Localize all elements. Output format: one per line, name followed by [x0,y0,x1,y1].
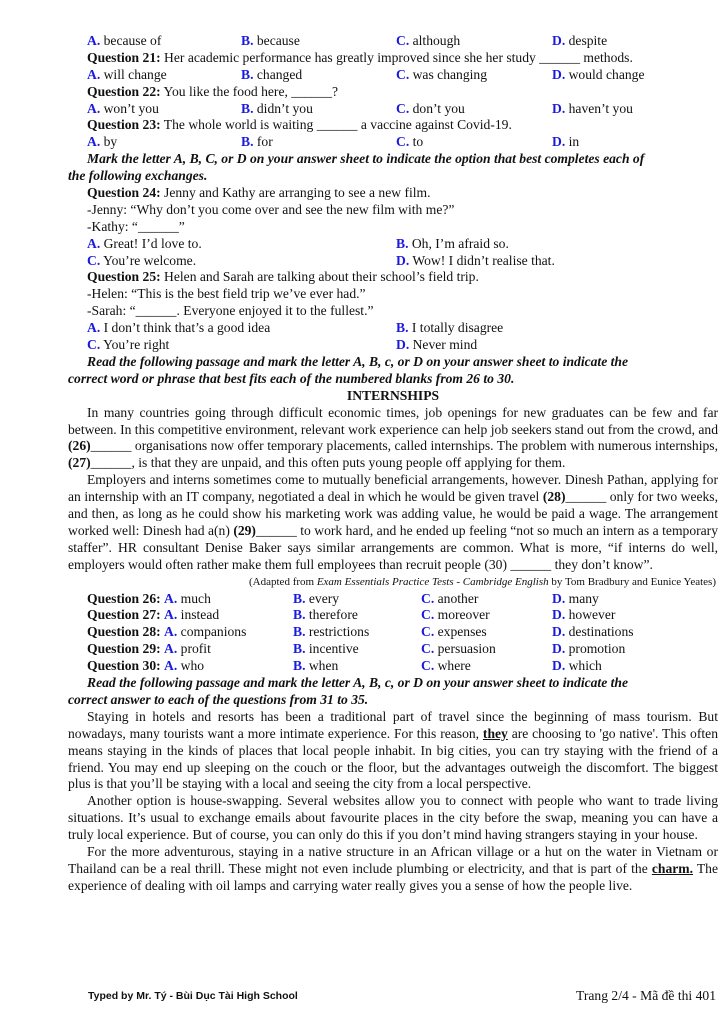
option-a: A. won’t you [87,100,159,116]
option-b: B. incentive [293,641,359,657]
q21-options [68,67,718,84]
footer-page-number: Trang 2/4 - Mã đề thi 401 [576,988,716,1003]
q24-options-row2 [68,253,718,270]
instruction-cloze-line1: Read the following passage and mark the letter A, B, c, or D on your answer sheet to indicate the [87,353,629,369]
option-c: C. expenses [421,624,487,640]
cloze-question-row [68,624,718,641]
option-d: D. Never mind [396,337,478,353]
option-c: C. to [396,134,424,150]
blank-29: (29) [233,522,256,538]
option-a: A. Great! I’d love to. [87,235,202,251]
option-a: Question 29: A. profit [87,641,211,657]
footer-typist: Typed by Mr. Tý - Bùi Dục Tài High School [88,990,298,1002]
q25-options-row2 [68,337,718,354]
cloze-question-row [68,658,718,675]
blank-26: (26) [68,438,91,454]
option-d: D. many [552,590,599,606]
q25-options-row1 [68,320,718,337]
option-d: D. which [552,658,602,674]
option-b: B. every [293,590,340,606]
q24-dialog-kathy: -Kathy: “______” [87,218,185,234]
passage2-paragraph3: For the more adventurous, staying in a native structure in an African village or a hut on the water in Vietnam or Thailand can be a real thrill. These might not even include plumbing or electricity, and that is part of the charm. The experience of dealing with oil lamps and carrying water really gives you a sense of how the people live. [68,844,718,893]
option-b: B. didn’t you [241,100,313,116]
option-a: Question 26: A. much [87,590,211,606]
option-d: D. however [552,607,616,623]
question-23: Question 23: The whole world is waiting ______ a vaccine against Covid-19. [87,117,512,133]
passage-source: (Adapted from Exam Essentials Practice Tests - Cambridge English by Tom Bradbury and Eunice Yeates) [249,575,716,588]
option-a: A. by [87,134,118,150]
passage2-paragraph1: Staying in hotels and resorts has been a traditional part of travel since the beginning of mass tourism. But nowadays, many tourists want a more intimate experience. For this reason, they are choosing to 'go native'. This often means staying in the kinds of places that local people inhabit. In big cities, you can try staying with the friend of a friend. You may end up sleeping on the couch or the floor, but the advantages outweigh the discomfort. The biggest plus is that you’ll be staying with a local and seeing the city from a local perspective. [68,708,718,792]
option-b: B. changed [241,66,303,82]
option-a: Question 28: A. companions [87,624,247,640]
option-b: B. I totally disagree [396,320,504,336]
passage1-paragraph2: Employers and interns sometimes come to mutually beneficial arrangements, however. Dinesh Pathan, applying for an internship with an IT company, negotiated a deal in which he would be given travel (28)______ only for two weeks, and then, as long as he could show his marketing work was adding value, he would be paid a wage. The arrangement worked well: Dinesh had a(n) (29)______ to work hard, and he ended up feeling “not so much an intern as a temporary staffer”. HR consultant Denise Baker says similar arrangements are common. What is more, “if interns do well, employers would often rather make them full employees than recruit people (30) ______ they don’t know”. [68,472,718,572]
question-24: Question 24: Jenny and Kathy are arranging to see a new film. [87,185,431,201]
instruction-cloze-line2: correct word or phrase that best fits each of the numbered blanks from 26 to 30. [68,370,515,386]
option-d: D. despite [552,33,608,48]
question-label: Question 29: [87,641,161,657]
option-c: C. where [421,658,471,674]
option-b: B. for [241,134,273,150]
option-d: D. in [552,134,580,150]
option-a: A. will change [87,66,167,82]
exam-page [68,33,718,895]
option-c: C. don’t you [396,100,465,116]
passage1-paragraph1: In many countries going through difficult economic times, job openings for new graduates can be few and far between. In this competitive environment, relevant work experience can help job seekers stand out from the crowd, and (26)______ organisations now offer temporary placements, called internships. The problem with numerous internships, (27)______, is that they are unpaid, and this often puts young people off applying for them. [68,404,719,471]
q20-options [68,33,718,50]
underlined-word-charm: charm. [651,860,693,876]
cloze-question-row [68,607,718,624]
option-b: B. therefore [293,607,358,623]
instruction-exchanges-line1: Mark the letter A, B, C, or D on your answer sheet to indicate the option that best completes each of [87,151,645,167]
passage2-paragraph2: Another option is house-swapping. Several websites allow you to connect with people who want to trade living situations. It’s usual to exchange emails about favourite places in the city before the swap, meaning you can have a truly local experience. But of course, you can only do this if you don’t mind having strangers staying in your house. [68,793,718,843]
question-21: Question 21: Her academic performance has greatly improved since she her study ______ methods. [87,49,633,65]
option-d: D. destinations [552,624,634,640]
question-22: Question 22: You like the food here, ______? [87,83,339,99]
option-d: D. promotion [552,641,626,657]
q25-dialog-helen: -Helen: “This is the best field trip we’ve ever had.” [87,286,366,302]
option-c: C. although [396,33,461,48]
page-footer [88,988,718,1006]
instruction-reading-line2: correct answer to each of the questions from 31 to 35. [68,691,369,707]
q22-options [68,101,718,118]
question-label: Question 26: [87,590,161,606]
option-c: C. moreover [421,607,490,623]
option-c: C. You’re welcome. [87,252,197,268]
question-label: Question 30: [87,658,161,674]
option-b: B. Oh, I’m afraid so. [396,235,509,251]
cloze-questions [68,591,718,675]
q23-options [68,134,718,151]
instruction-exchanges-line2: the following exchanges. [68,168,208,184]
passage-title: INTERNSHIPS [346,387,440,403]
option-d: D. Wow! I didn’t realise that. [396,252,555,268]
option-d: D. would change [552,66,645,82]
instruction-reading-line1: Read the following passage and mark the letter A, B, c, or D on your answer sheet to indicate the [87,675,629,690]
option-b: B. because [241,33,300,48]
option-c: C. was changing [396,66,487,82]
option-d: D. haven’t you [552,100,633,116]
option-a: A. I don’t think that’s a good idea [87,320,271,336]
underlined-word-they: they [482,725,508,741]
blank-28: (28) [542,489,566,505]
question-25: Question 25: Helen and Sarah are talking about their school’s field trip. [87,269,479,285]
q24-options-row1 [68,236,718,253]
option-b: B. when [293,658,339,674]
option-b: B. restrictions [293,624,370,640]
cloze-question-row [68,641,718,658]
cloze-question-row [68,591,718,608]
option-c: C. another [421,590,479,606]
question-label: Question 27: [87,607,161,623]
option-c: C. persuasion [421,641,496,657]
question-label: Question 28: [87,624,161,640]
option-c: C. You’re right [87,337,170,353]
option-a: Question 30: A. who [87,658,205,674]
q25-dialog-sarah: -Sarah: “______. Everyone enjoyed it to the fullest.” [87,303,374,319]
option-a: A. because of [87,33,162,48]
option-a: Question 27: A. instead [87,607,220,623]
q24-dialog-jenny: -Jenny: “Why don’t you come over and see the new film with me?” [87,201,455,217]
blank-27: (27) [68,455,91,471]
